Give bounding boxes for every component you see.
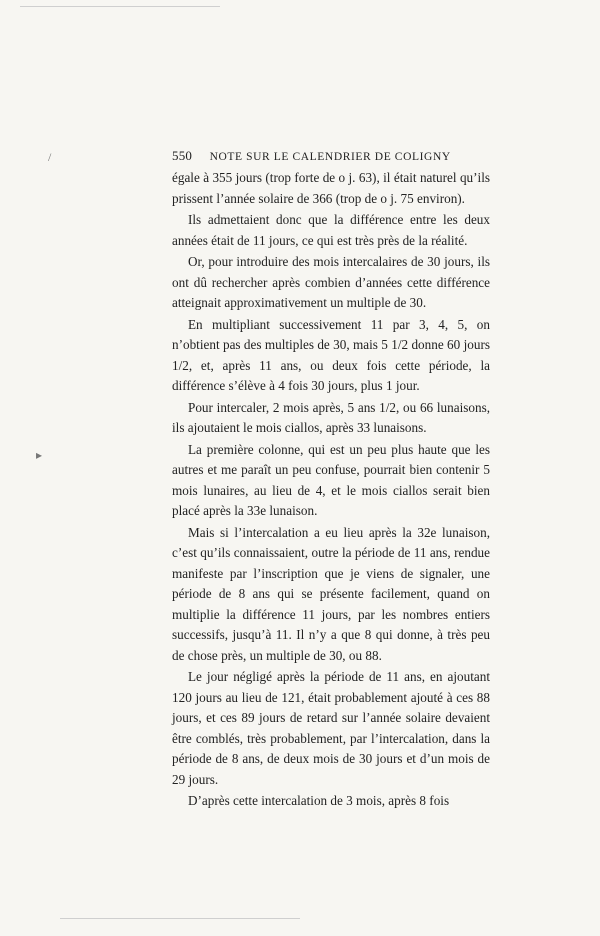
paragraph: En multipliant successivement 11 par 3, 4, 5, on n’obtient pas des multiples de 30, mais 5 1/2 donne 60 jours 1/2, et, après 11 ans, ou deux fois cette période, la différence s’élève à 4 fois 30 jours, plus 1 jour. — [172, 316, 490, 393]
margin-tick-mark: / — [48, 150, 52, 164]
running-header — [172, 148, 492, 164]
paragraph: Ils admettaient donc que la différence entre les deux années était de 11 jours, ce qui est très près de la réalité. — [172, 212, 490, 248]
top-edge-mark — [20, 6, 220, 7]
paragraph: Pour intercaler, 2 mois après, 5 ans 1/2, ou 66 lunaisons, ils ajoutaient le mois ciallos, après 33 lunaisons. — [172, 399, 490, 435]
paragraph: La première colonne, qui est un peu plus haute que les autres et me paraît un peu confuse, pourrait bien contenir 5 mois lunaires, au lieu de 4, et le mois ciallos serait bien placé après la 33e lunaison. — [172, 441, 490, 518]
bottom-edge-mark — [60, 918, 300, 919]
page-number: 550 — [172, 148, 193, 163]
paragraph: égale à 355 jours (trop forte de o j. 63), il était naturel qu’ils prissent l’année solaire de 366 (trop de o j. 75 environ). — [172, 170, 490, 206]
paragraph: Mais si l’intercalation a eu lieu après la 32e lunaison, c’est qu’ils connaissaient, outre la période de 11 ans, rendue manifeste par l’inscription que je viens de signaler, une période de 8 ans qui se présente facilement, quand on multiplie la différence 11 jours, par les nombres entiers successifs, jusqu’à 11. Il n’y a que 8 qui donne, à très peu de chose près, un multiple de 30, ou 88. — [172, 524, 490, 663]
margin-tick-mark: ▸ — [36, 448, 43, 462]
paragraph: D’après cette intercalation de 3 mois, après 8 fois — [188, 793, 450, 808]
running-title: NOTE SUR LE CALENDRIER DE COLIGNY — [209, 151, 451, 163]
body-text — [172, 168, 490, 813]
paragraph: Le jour négligé après la période de 11 ans, en ajoutant 120 jours au lieu de 121, était probablement ajouté à ces 88 jours, et ces 89 jours de retard sur l’année solaire devaient être comblés, très probablement, par l’intercalation, dans la période de 8 ans, de deux mois de 30 jours et d’un mois de 29 jours. — [172, 669, 490, 787]
paragraph: Or, pour introduire des mois intercalaires de 30 jours, ils ont dû rechercher après combien d’années cette différence atteignait approximativement un multiple de 30. — [172, 254, 490, 310]
